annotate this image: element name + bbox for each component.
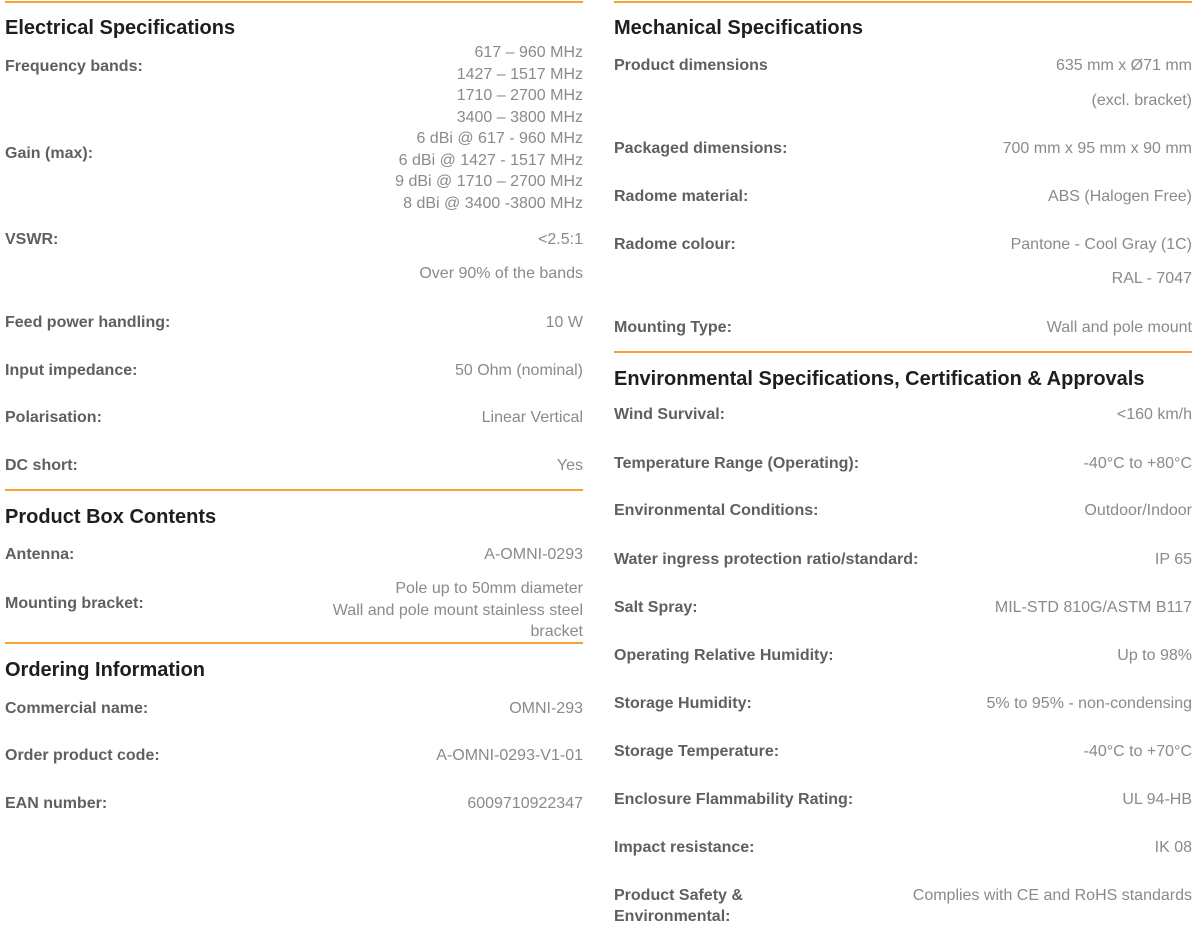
frequency-band-3: 1710 – 2700 MHz — [456, 87, 583, 104]
spec-label-packaged-dimensions: Packaged dimensions: — [614, 140, 788, 157]
spec-value-environmental-conditions: Outdoor/Indoor — [1084, 502, 1192, 519]
spec-label-mounting-bracket: Mounting bracket: — [5, 595, 144, 612]
spec-value-antenna: A-OMNI-0293 — [484, 546, 583, 563]
spec-label-salt-spray: Salt Spray: — [614, 599, 698, 616]
spec-value-flammability: UL 94-HB — [1122, 791, 1192, 808]
section-title-environmental: Environmental Specifications, Certification & Approvals — [614, 368, 1145, 390]
spec-value-ean: 6009710922347 — [467, 795, 583, 812]
divider — [5, 1, 583, 3]
frequency-band-2: 1427 – 1517 MHz — [456, 65, 583, 83]
spec-label-gain: Gain (max): — [5, 145, 94, 162]
spec-label-storage-temperature: Storage Temperature: — [614, 743, 780, 760]
spec-label-frequency-bands: Frequency bands: — [5, 58, 143, 75]
spec-label-environmental-conditions: Environmental Conditions: — [614, 502, 819, 519]
bracket-line-2: Wall and pole mount stainless steel — [332, 601, 583, 619]
spec-value-frequency-bands — [395, 42, 583, 214]
spec-value-commercial-name: OMNI-293 — [509, 700, 583, 717]
spec-label-water-ingress: Water ingress protection ratio/standard: — [614, 551, 919, 568]
gain-band-1: 6 dBi @ 617 - 960 MHz — [416, 130, 583, 147]
spec-label-feed-power: Feed power handling: — [5, 314, 171, 331]
spec-label-commercial-name: Commercial name: — [5, 700, 149, 717]
bracket-line-3: bracket — [530, 623, 583, 640]
spec-label-wind-survival: Wind Survival: — [614, 406, 725, 423]
spec-value-vswr-note: Over 90% of the bands — [419, 265, 583, 282]
spec-label-radome-colour: Radome colour: — [614, 236, 736, 253]
spec-label-product-dimensions: Product dimensions — [614, 57, 768, 74]
spec-label-ean: EAN number: — [5, 795, 108, 812]
spec-label-dc-short: DC short: — [5, 457, 78, 474]
frequency-band-1: 617 – 960 MHz — [474, 44, 583, 61]
spec-value-radome-colour-note: RAL - 7047 — [1111, 270, 1192, 287]
spec-value-packaged-dimensions: 700 mm x 95 mm x 90 mm — [1002, 140, 1192, 157]
section-title-box-contents: Product Box Contents — [5, 506, 217, 528]
divider — [614, 1, 1192, 3]
spec-label-vswr: VSWR: — [5, 231, 59, 248]
spec-label-temperature-range: Temperature Range (Operating): — [614, 455, 860, 472]
spec-value-order-code: A-OMNI-0293-V1-01 — [436, 747, 583, 764]
spec-label-input-impedance: Input impedance: — [5, 362, 138, 379]
spec-value-polarisation: Linear Vertical — [481, 409, 583, 426]
section-title-electrical: Electrical Specifications — [5, 17, 236, 39]
bracket-line-1: Pole up to 50mm diameter — [395, 580, 583, 597]
spec-value-radome-material: ABS (Halogen Free) — [1047, 188, 1192, 205]
spec-value-product-safety: Complies with CE and RoHS standards — [912, 887, 1192, 904]
divider — [5, 642, 583, 644]
spec-value-dc-short: Yes — [556, 457, 583, 474]
gain-band-3: 9 dBi @ 1710 – 2700 MHz — [395, 173, 583, 190]
spec-value-feed-power: 10 W — [545, 314, 583, 331]
spec-value-salt-spray: MIL-STD 810G/ASTM B117 — [994, 599, 1192, 616]
gain-band-4: 8 dBi @ 3400 -3800 MHz — [403, 194, 583, 212]
spec-label-mounting-type: Mounting Type: — [614, 319, 732, 336]
spec-value-vswr: <2.5:1 — [538, 231, 583, 248]
spec-value-wind-survival: <160 km/h — [1116, 406, 1192, 423]
frequency-band-4: 3400 – 3800 MHz — [456, 108, 583, 126]
spec-value-product-dimensions-note: (excl. bracket) — [1091, 92, 1192, 109]
spec-label-impact-resistance: Impact resistance: — [614, 839, 755, 856]
spec-value-operating-humidity: Up to 98% — [1117, 647, 1192, 664]
spec-value-product-dimensions: 635 mm x Ø71 mm — [1055, 57, 1192, 74]
section-title-ordering: Ordering Information — [5, 659, 205, 681]
spec-label-antenna: Antenna: — [5, 546, 75, 563]
spec-value-input-impedance: 50 Ohm (nominal) — [454, 362, 583, 379]
section-title-mechanical: Mechanical Specifications — [614, 17, 863, 39]
divider — [5, 489, 583, 491]
spec-value-mounting-bracket — [333, 578, 583, 643]
spec-label-order-code: Order product code: — [5, 747, 160, 764]
spec-label-storage-humidity: Storage Humidity: — [614, 695, 752, 712]
gain-band-2: 6 dBi @ 1427 - 1517 MHz — [398, 151, 583, 169]
spec-value-temperature-range: -40°C to +80°C — [1083, 455, 1192, 472]
spec-value-mounting-type: Wall and pole mount — [1046, 319, 1192, 336]
spec-label-operating-humidity: Operating Relative Humidity: — [614, 647, 834, 664]
spec-value-radome-colour: Pantone - Cool Gray (1C) — [1010, 236, 1192, 253]
divider — [614, 351, 1192, 353]
spec-label-flammability: Enclosure Flammability Rating: — [614, 791, 854, 808]
spec-value-water-ingress: IP 65 — [1154, 551, 1192, 568]
spec-label-radome-material: Radome material: — [614, 188, 749, 205]
spec-value-storage-humidity: 5% to 95% - non-condensing — [986, 695, 1192, 712]
spec-value-storage-temperature: -40°C to +70°C — [1083, 743, 1192, 760]
spec-label-polarisation: Polarisation: — [5, 409, 102, 426]
spec-value-impact-resistance: IK 08 — [1154, 839, 1192, 856]
spec-label-product-safety: Product Safety & Environmental: — [614, 887, 743, 925]
